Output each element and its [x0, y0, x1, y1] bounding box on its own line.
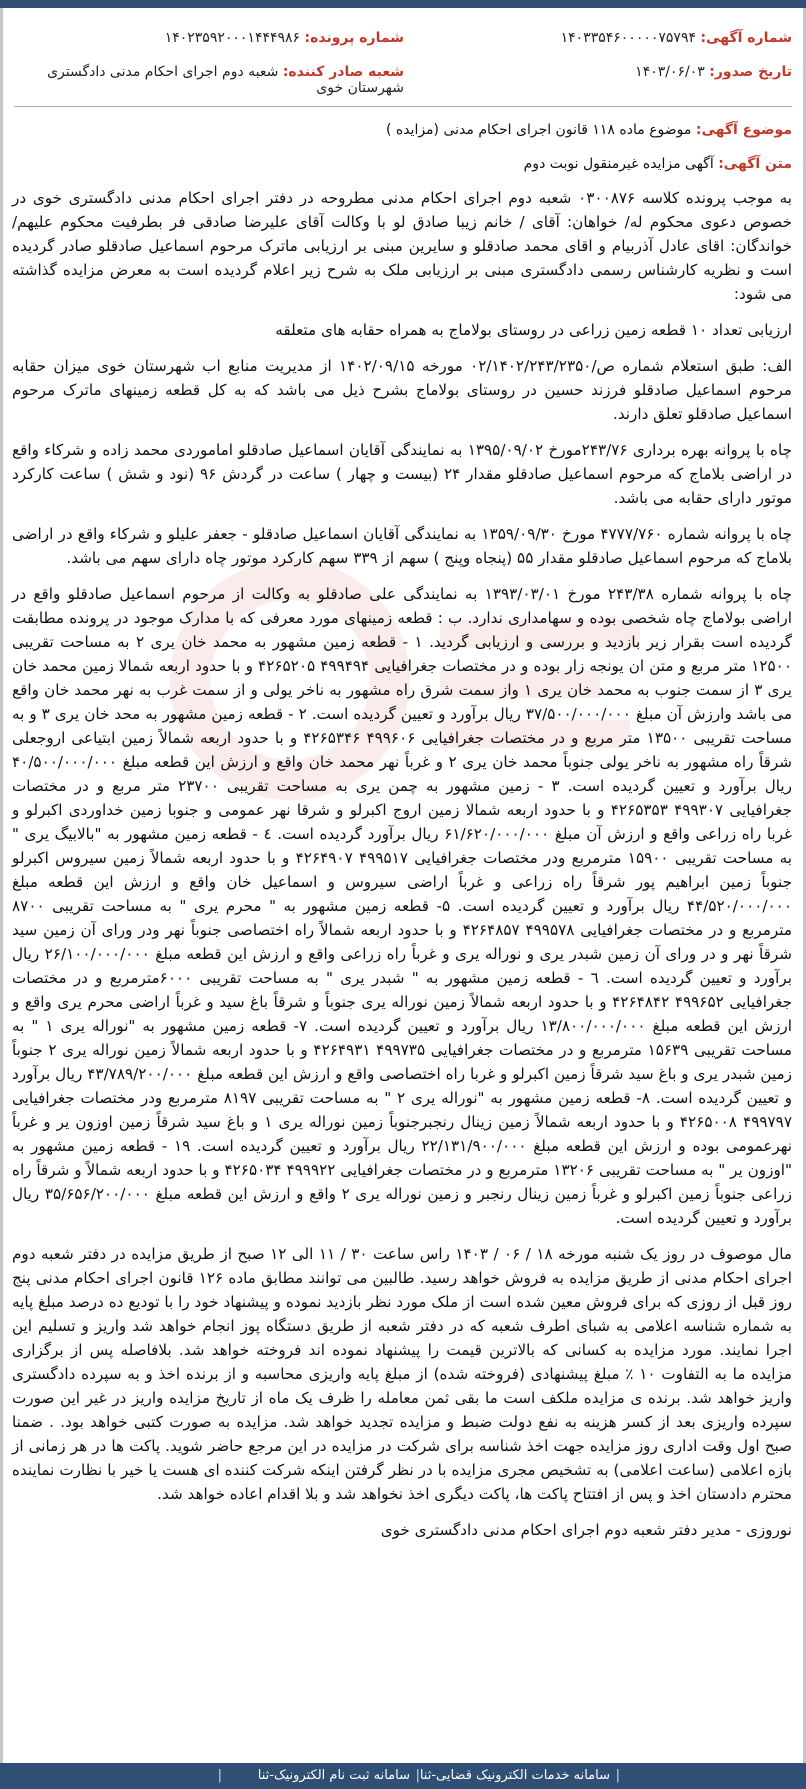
issuer-label: شعبه صادر کننده:: [282, 64, 404, 80]
footer-bar: [0, 1763, 806, 1789]
issue-date-label: تاریخ صدور:: [709, 64, 792, 80]
issuer: [14, 64, 404, 96]
paragraph-auction-terms: مال موصوف در روز یک شنبه مورخه ۱۸ / ۰۶ / ۱۴۰۳ راس ساعت ۳۰ / ۱۱ الی ۱۲ صبح از طریق مزایده در دفتر شعبه دوم اجرای احکام مدنی از طریق مزایده به فروش خواهد رسید. طالبین می توانند مطابق ماده ۱۲۶ قانون اجرای احکام مدنی پنج روز قبل از روزی که برای فروش معین شده است از ملک مورد نظر بازدید نموده و پیشنهاد خود را با تودیع ده درصد مبلغ پایه به شماره شناسه اعلامی به شبای اطرف شعبه که در دفتر شعبه از طریق دستگاه پوز انجام خواهد شد واریز و تسلیم این اجرا نمایند. مورد مزایده به کسانی که بالاترین قیمت را پیشنهاد نموده اند فروخته خواهد شد. بلافاصله پس از برگزاری مزایده ما به التفاوت ۱۰ ٪ مبلغ پیشنهادی (فروخته شده) از مبلغ پایه واریزی محاسبه و از برنده اخذ و به سپرده دادگستری واریز خواهد شد. برنده ی مزایده ملکف است ما بقی ثمن معامله را ظرف یک ماه از تاریخ مزایده واریز در غیر این صورت سپرده واریزی بعد از کسر هزینه به نفع دولت ضبط و مزایده تجدید خواهد شد. مزایده به صورت کتبی خواهد بود. . ضمنا صبح اول وقت اداری روز مزایده جهت اخذ شناسه برای شرکت در مزایده در این مرجع حاضر شوید. پاکت ها در هر زمانی از بازه اعلامی (ساعت اعلامی) به تشخیص مجری مزایده با در نظر گرفتن اینکه شرکت کننده ای هست یا خیر با نظارت نماینده محترم دادستان اخذ و پس از افتتاح پاکت ها، پاکت دیگری اخذ نخواهد شد و بلا اقدام اعاده خواهد شد.: [12, 1245, 793, 1503]
footer-separator-icon: |: [415, 1768, 420, 1783]
top-bar: [0, 0, 806, 8]
paragraph-well-1: چاه با پروانه بهره برداری ۲۴۳/۷۶مورخ ۱۳۹۵/۰۹/۰۲ به نمایندگی آقایان اسماعیل صادقلو اماموردی محمد زاده و شرکاء واقع در اراضی بلاماج که مرحوم اسماعیل صادقلو مقدار ۲۴ (بیست و چهار ) ساعت در گردش ۹۶ (نود و شش ) ساعت کارکرد موتور دارای حقابه می باشد.: [12, 441, 792, 507]
paragraph-parcels: چاه با پروانه شماره ۲۴۳/۳۸ مورخ ۱۳۹۳/۰۳/۰۱ به نمایندگی علی صادقلو به وکالت از مرحوم اسماعیل صادقلو واقع در اراضی بولاماج چاه شخصی بوده و سهامداری ندارد. ب : قطعه زمینهای مورد معرفی که با مدارک موجود در پرونده مطابقت گردیده است بقرار زیر بازدید و بررسی و ارزیابی گردید. ۱ - قطعه زمین مشهور به محمد خان یری ۲ به مساحت تقریبی ۱۲۵۰۰ متر مربع و متن ان یونجه زار بوده و در مختصات جغرافیایی ۴۹۹۴۹۴ ۴۲۶۵۲۰۵ و با حدود اربعه شمالا زمین محمد خان یری ۳ از سمت جنوب به محمد خان یری ۱ واز سمت شرق راه مشهور به ناخر یولی و از سمت غرب به نهر محمد خان واقع می باشد وارزش آن مبلغ ۳۷/۵۰۰/۰۰۰/۰۰۰ ریال برآورد و تعیین گردیده است. ۲ - قطعه زمین مشهور به محد خان یری ۳ و به مساحت تقریبی ۱۳۵۰۰ متر مربع و در مختصات جغرافیایی ۴۹۹۶۰۶ ۴۲۶۵۳۴۶ و با حدود اربعه شمالاً زمین ابتیاعی اروجعلی شرقاً راه مشهور به ناخر یولی جنوباً محمد خان یری ۲ و غرباً نهر محمد خان واقع و ارزش این قطعه مبلغ ۴۰/۵۰۰/۰۰۰/۰۰۰ ریال برآورد و تعیین گردیده است. ۳ - زمین مشهور به چمن یری به مساحت تقریبی ۲۳۷۰۰ متر مربع و در مختصات جغرافیایی ۴۹۹۳۰۷ ۴۲۶۵۳۵۳ و با حدود اربعه شمالا زمین اروج اکبرلو و شرقا نهر عمومی و جنوبا زمین خداوردی اکبرلو و غربا راه زراعی واقع و ارزش آن مبلغ ۶۱/۶۲۰/۰۰۰/۰۰۰ ریال برآورد گردیده است. ٤ - قطعه زمین مشهور به "بالابیگ یری " به مساحت تقریبی ۱۵۹۰۰ مترمربع ودر مختصات جغرافیایی ۴۹۹۵۱۷ ۴۲۶۴۹۰۷ و با حدود اربعه شمالاً زمین سیروس اکبرلو جنوباً زمین ابراهیم پور شرقاً راه زراعی و غرباً اراضی سیروس و اسماعیل خان واقع و ارزش این قطعه مبلغ ۴۴/۵۲۰/۰۰۰/۰۰۰ ریال برآورد و تعیین گردیده است. ۵- قطعه زمین مشهور به " محرم یری " به مساحت تقریبی ۸۷۰۰ مترمربع و در مختصات جغرافیایی ۴۹۹۵۷۸ ۴۲۶۴۸۵۷ و با حدود اربعه شمالاً راه اختصاصی جنوباً نهر ودر ورای آن زمین سید شرقاً نهر و در ورای آن زمین شبدر یری و نوراله یری و غرباً راه زراعی واقع و ارزش این قطعه مبلغ ۲۶/۱۰۰/۰۰۰/۰۰۰ ریال برآورد و تعیین گردیده است. ٦ - قطعه زمین مشهور به " شبدر یری " به مساحت تقریبی ۶۰۰۰مترمربع و در مختصات جغرافیایی ۴۹۹۶۵۲ ۴۲۶۴۸۴۲ و با حدود اربعه شمالاً زمین نوراله یری جنوباً و شرقاً باغ سید و غرباً اراضی محرم یری واقع و ارزش این قطعه مبلغ ۱۳/۸۰۰/۰۰۰/۰۰۰ ریال برآورد و تعیین گردیده است. ۷- قطعه زمین مشهور به "نوراله یری ۱ " به مساحت تقریبی ۱۵۶۳۹ مترمربع و در مختصات جغرافیایی ۴۹۹۷۳۵ ۴۲۶۴۹۳۱ و با حدود اربعه شمالاً زمین نوراله یری ۲ جنوباً زمین شبدر یری و باغ سید شرقاً زمین اکبرلو و غربا راه اختصاصی واقع و ارزش این قطعه مبلغ ۴۳/۷۸۹/۲۰۰/۰۰۰ ریال برآورد و تعیین گردیده است. ۸- قطعه زمین مشهور به "نوراله یری ۲ " به مساحت تقریبی ۸۱۹۷ مترمربع ودر مختصات جغرافیایی ۴۹۹۷۹۷ ۴۲۶۵۰۰۸ و با حدود اربعه شمالاً زمین زینال رنجبرجنوباً زمین نوراله یری ۱ و باغ سید شرقاً زمین اوزون یر و غرباً نهرعمومی بوده و ارزش این قطعه مبلغ ۲۲/۱۳۱/۹۰۰/۰۰۰ ریال برآورد و تعیین گردیده است. ۱۹ - قطعه زمین مشهور به "اوزون یر " به مساحت تقریبی ۱۳۲۰۶ مترمربع و در مختصات جغرافیایی ۴۹۹۹۲۲ ۴۲۶۵۰۳۴ و با حدود اربعه شمالاً و شرقاً راه زراعی جنوباً زمین اکبرلو و غرباً زمین زینال رنجبر و زمین نوراله یری ۲ واقع و ارزش این قطعه مبلغ ۳۵/۶۵۶/۲۰۰/۰۰۰ ریال برآورد و تعیین گردیده است.: [12, 585, 793, 1227]
paragraph-signature: نوروزی - مدیر دفتر شعبه دوم اجرای احکام مدنی دادگستری خوی: [380, 1521, 792, 1539]
header-row-1: [14, 30, 792, 54]
notice-text-heading: [12, 152, 792, 176]
case-number-label: شماره پرونده:: [304, 30, 404, 46]
subject-value: موضوع ماده ۱۱۸ قانون اجرای احکام مدنی (مزایده ): [385, 122, 692, 138]
issue-date: [412, 64, 792, 80]
paragraph-valuation-title: ارزیابی تعداد ۱۰ قطعه زمین زراعی در روستای بولاماج به همراه حقابه های متعلقه: [275, 321, 792, 339]
footer-separator-icon: |: [615, 1768, 620, 1783]
notice-subject: [12, 118, 792, 142]
footer-separator-icon: |: [217, 1768, 222, 1783]
header-row-2: [14, 64, 792, 96]
paragraph-well-2: چاه با پروانه شماره ۴۷۷۷/۷۶۰ مورخ ۱۳۵۹/۰۹/۳۰ به نمایندگی آقایان اسماعیل صادقلو - جعفر علیلو و شرکاء واقع در اراضی بلاماج که مرحوم اسماعیل صادقلو مقدار ۵۵ (پنجاه وپنج ) سهم از ۳۳۹ سهم کارکرد موتور چاه دارای سهم می باشد.: [12, 525, 792, 567]
paragraph-intro: به موجب پرونده کلاسه ۰۳۰۰۸۷۶ شعبه دوم اجرای احکام مدنی مطروحه در دفتر اجرای احکام مدنی دادگستری خوی در خصوص دعوی محکوم له/ خواهان: آقای / خانم زیبا صادق لو با وکالت آقای علیرضا صادقی فر بطرفیت محکوم علیهم/خواندگان: اقای عادل آذربیام و اقای محمد صادقلو و سایرین مبنی بر ارزیابی ماترک مرحوم اسماعیل صادقلو صادر گردیده است و نظریه کارشناس رسمی دادگستری مبنی بر ارزیابی ملک به شرح زیر اعلام گردیده است به معرض مزایده گذاشته می شود:: [12, 189, 792, 303]
footer-link-registration[interactable]: سامانه ثبت نام الکترونیک-ثنا: [257, 1768, 410, 1783]
footer-link-judicial-services[interactable]: سامانه خدمات الکترونیک قضایی-ثنا: [419, 1768, 610, 1783]
notice-number: [412, 30, 792, 46]
case-number-value: ۱۴۰۲۳۵۹۲۰۰۰۱۴۴۴۹۸۶: [164, 30, 301, 46]
notice-header: [0, 8, 806, 106]
case-number: [14, 30, 404, 46]
issue-date-value: ۱۴۰۳/۰۶/۰۳: [635, 64, 705, 80]
subject-label: موضوع آگهی:: [695, 122, 792, 138]
notice-body: [12, 118, 792, 1554]
header-divider: [14, 106, 792, 107]
issuer-value: شعبه دوم اجرای احکام مدنی دادگستری شهرستان خوی: [47, 64, 404, 96]
text-heading-value: آگهی مزایده غیرمنقول نوبت دوم: [523, 156, 714, 172]
notice-number-label: شماره آگهی:: [700, 30, 792, 46]
notice-number-value: ۱۴۰۳۳۵۴۶۰۰۰۰۰۷۵۷۹۴: [560, 30, 696, 46]
paragraph-water-inquiry: الف: طبق استعلام شماره ص/۰۲/۱۴۰۲/۲۴۳/۲۳۵۰ مورخه ۱۴۰۲/۰۹/۱۵ از مدیریت منابع اب شهرستان خوی میزان حقابه مرحوم اسماعیل صادقلو فرزند حسین در روستای بولاماج بشرح ذیل می باشد که به کل قطعه زمینهای ماترک مرحوم اسماعیل صادقلو تعلق دارند.: [12, 357, 792, 423]
left-border: [0, 8, 3, 1763]
text-label: متن آگهی:: [718, 156, 792, 172]
